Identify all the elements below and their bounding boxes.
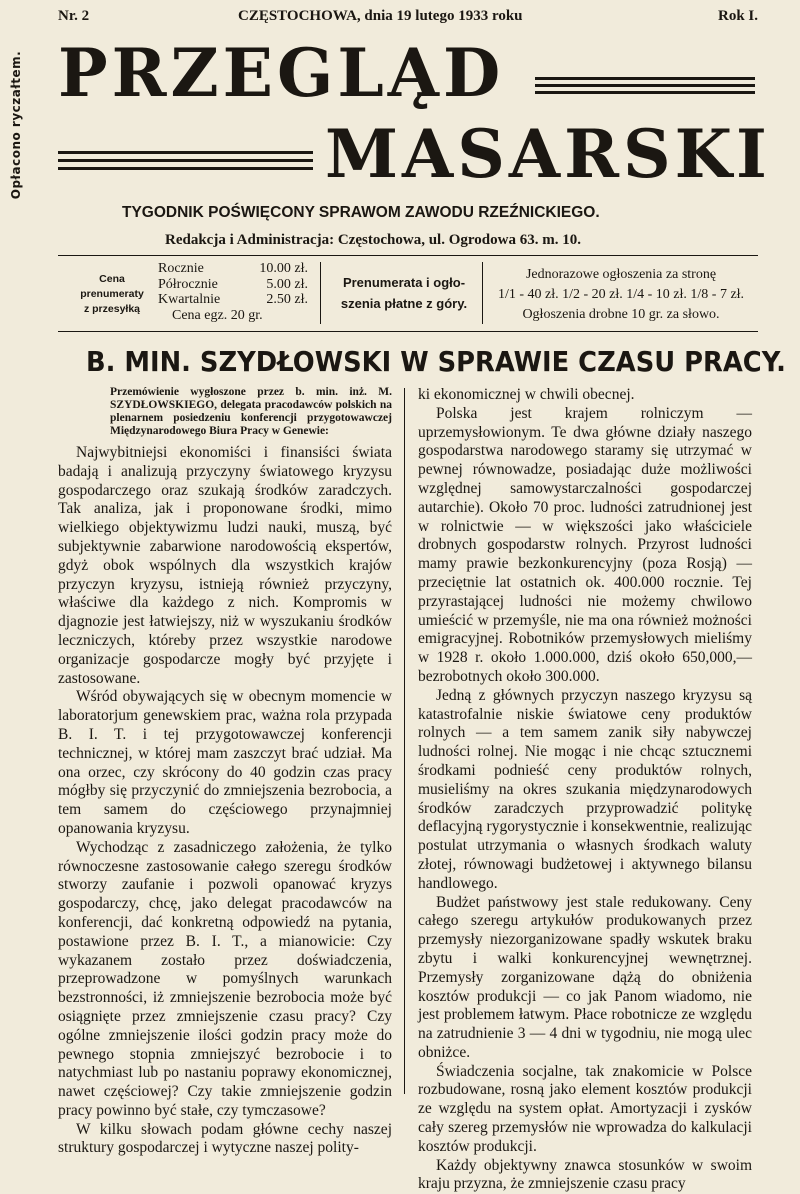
paragraph: Świadczenia socjalne, tak znakomicie w Polsce rozbudowane, rosną jako element kosztów produkcji ze względu na system opłat. Amortyzacji i zysków cały szereg przemysłów nie wprowadza do kalkulacji kosztów produkcji. <box>418 1062 752 1155</box>
masthead-line2: MASARSKI <box>325 115 771 193</box>
column-divider <box>404 388 405 1094</box>
masthead-rule <box>535 91 755 94</box>
price-row: Rocznie 10.00 zł. <box>158 261 308 276</box>
advertising-rates: Jednorazowe ogłoszenia za stronę 1/1 - 40 zł. 1/2 - 20 zł. 1/4 - 10 zł. 1/8 - 7 zł. Ogłoszenia drobne 10 gr. za słowo. <box>497 267 745 322</box>
price-list <box>158 261 322 323</box>
volume-year: Rok I. <box>717 8 758 24</box>
header-line <box>58 8 758 30</box>
paragraph: Polska jest krajem rolniczym — uprzemysłowionym. Te dwa główne działy naszego gospodarstwa narodowego staramy się utrzymać w pewnej równowadze, posiadając duże możliwości względnej samowystarczalności gospodarczej autarchie). Około 70 proc. ludności zatrudnionej jest w rolnictwie — w większości jako właściciele drobnych gospodarstw rolnych. Przyrost ludności mamy prawie bezkonkurencyjny (poza Rosją) — przeciętnie lat ostatnich ok. 400.000 rocznie. Tej przyrastającej ludności nie możemy chwilowo umieścić w przemyśle, nie ma ona również możności emigracyjnej. Robotników przemysłowych mieliśmy w 1928 r. około 1.000.000, dziś około 650,000,—bezrobotnych około 300.000. <box>418 404 752 685</box>
masthead-line1: PRZEGLĄD <box>58 34 505 112</box>
box-divider <box>482 262 483 324</box>
paragraph: Najwybitniejsi ekonomiści i finansiści świata badają i analizują przyczyny światowego kryzysu gospodarczego oraz szukają środków zaradczych. Tak analiza, jak i proponowane środki, mimo wielkiego objektywizmu ludzi nauki, muszą, być subjektywnie zabarwione narodowością ekspertów, gdyż obok wspólnych dla wszystkich krajów przyczyn kryzysu, istnieją również przyczyny, właściwe dla każdego z nich. Kompromis w djagnozie jest łatwiejszy, niż w wyszukaniu środków leczniczych, któreby przez wszystkie narodowe organizacje gospodarcze mogły być przyjęte i zastosowane. <box>58 444 392 687</box>
subscription-box <box>58 255 758 332</box>
side-note-text: Opłacono ryczałtem. <box>9 50 23 200</box>
price-row: Kwartalnie 2.50 zł. <box>158 292 308 307</box>
paragraph: Wychodząc z zasadniczego założenia, że tylko równoczesne zastosowanie całego szeregu środków stworzy zaufanie i pozwoli opanować kryzys gospodarczy, chcę, jako delegat pracodawców na konferencji, dać konkretną odpowiedź na pytania, postawione przez B. I. T., a mianowicie: Czy wykazanem zostało przez doświadczenia, przeprowadzone w pomyślnych warunkach bezstronności, iż zmniejszenie bezrobocia może być osiągnięte przez zmniejszenie czasu pracy? Czy ogólne zmniejszenie ilości godzin pracy może do pewnego stopnia zmniejszyć bezrobocie i to natychmiast lub po nastaniu poprawy ekonomicznej, nawet częściowej? Czy takie zmniejszenie godzin pracy powinno być stałe, czy tymczasowe? <box>58 838 392 1119</box>
editorial-address: Redakcja i Administracja: Częstochowa, ul. Ogrodowa 63. m. 10. <box>165 232 581 248</box>
paragraph: Jedną z głównych przyczyn naszego kryzysu są katastrofalnie niskie światowe ceny produktów rolnych — a tem samem zanik siły nabywczej ludności rolnej. Nie mogąc i nie chcąc sztucznemi środkami podnieść ceny produktów rolnych, musieliśmy na okres szukania międzynarodowych środków zaradczych przyprowadzić politykę deflacyjną rygorystycznie i konsekwentnie, realizując postulat utrzymania o własnych środkach waluty złotej, równowagi budżetowej i aktywnego bilansu handlowego. <box>418 686 752 892</box>
dateline: CZĘSTOCHOWA, dnia 19 lutego 1933 roku <box>238 8 523 24</box>
masthead-subtitle: TYGODNIK POŚWIĘCONY SPRAWOM ZAWODU RZEŹNICKIEGO. <box>122 204 600 221</box>
paragraph: W kilku słowach podam główne cechy naszej struktury gospodarczej i wytyczne naszej polity- <box>58 1120 392 1157</box>
paragraph: Wśród obywających się w obecnym momencie w laboratorjum genewskiem prac, ważna rola przypada B. I. T. i tej przygotowawczej konferencji technicznej, w której mam zaszczyt brać udział. Ma ona orzec, czy skrócony do 40 godzin czas pracy mógłby się przyczynić do zmniejszenia bezrobocia, a tem samem do częściowego przynajmniej opanowania kryzysu. <box>58 688 392 837</box>
box-divider <box>320 262 321 324</box>
article-column-right <box>418 386 752 1194</box>
payment-note: Prenumerata i ogło- szenia płatne z góry. <box>340 275 468 311</box>
paragraph: Budżet państwowy jest stale redukowany. Ceny całego szeregu artykułów produkowanych przez przemysły niezorganizowane spadły wskutek braku zbytu i walki konkurencyjnej wewnętrznej. Przemysły zorganizowane dążą do obniżenia kosztów produkcji — co jak Panom wiadomo, nie jest problemem łatwym. Płace robotnicze ze względu na zatrudnienie 3 — 4 dni w tygodniu, nie mogą ulec obniżce. <box>418 893 752 1061</box>
masthead-rule <box>58 159 313 162</box>
paragraph: Każdy objektywny znawca stosunków w swoim kraju przyzna, że zmniejszenie czasu pracy <box>418 1156 752 1193</box>
price-row: Półrocznie 5.00 zł. <box>158 276 308 292</box>
single-copy-price: Cena egz. 20 gr. <box>172 307 263 323</box>
article-column-left <box>58 386 392 1158</box>
masthead-rule <box>58 151 313 154</box>
article-intro: Przemówienie wygłoszone przez b. min. inż. M. SZYDŁOWSKIEGO, delegata pracodawców polskich na plenarnem posiedzeniu konferencji przygotowawczej Międzynarodowego Biura Pracy w Genewie: <box>110 386 392 437</box>
side-note <box>6 20 26 230</box>
masthead-rule <box>535 77 755 80</box>
paragraph: ki ekonomicznej w chwili obecnej. <box>418 386 635 403</box>
article-headline: B. MIN. SZYDŁOWSKI W SPRAWIE CZASU PRACY. <box>86 345 786 378</box>
masthead-rule <box>535 84 755 87</box>
subscription-label: Cena prenumeraty z przesyłką <box>80 273 144 315</box>
issue-number: Nr. 2 <box>58 8 90 24</box>
masthead-rule <box>58 167 313 170</box>
